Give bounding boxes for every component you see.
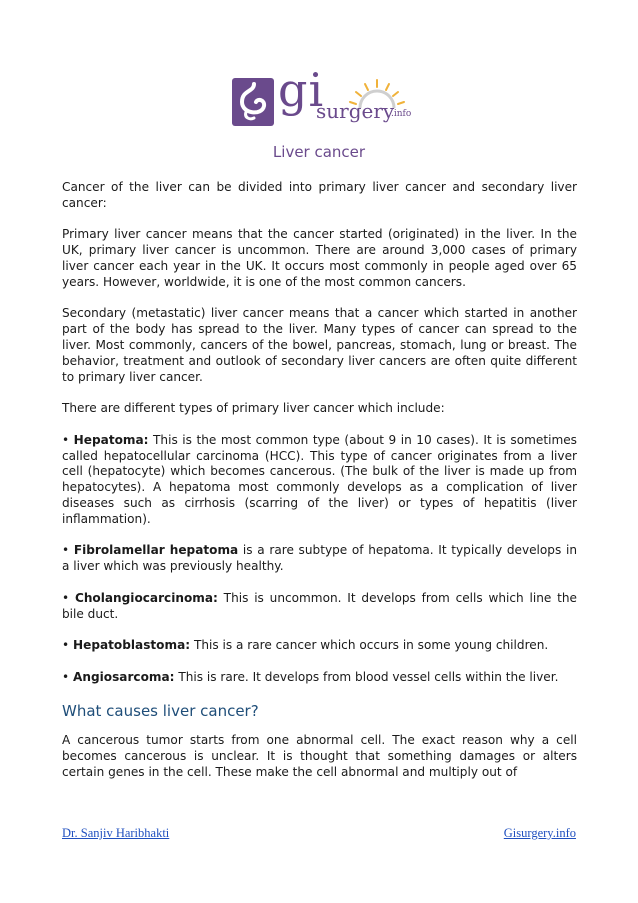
list-item-hepatoma — [62, 433, 577, 528]
paragraph-types-intro: There are different types of primary liver cancer which include: — [62, 401, 445, 416]
logo-info-text: .info — [391, 109, 412, 119]
bullet: • — [62, 638, 70, 653]
list-item-cholangiocarcinoma — [62, 591, 577, 623]
stomach-logo-icon — [232, 78, 274, 126]
footer-author-link[interactable]: Dr. Sanjiv Haribhakti — [62, 826, 170, 840]
description: is a rare subtype of hepatoma. It typically develops in a liver which was previously healthy. — [62, 543, 577, 574]
term-hepatoblastoma: Hepatoblastoma: — [73, 638, 191, 653]
list-item-fibrolamellar — [62, 543, 577, 575]
page-title: Liver cancer — [272, 143, 366, 161]
bullet: • — [62, 543, 70, 558]
logo-gi-text: gi — [278, 63, 325, 117]
term-fibrolamellar: Fibrolamellar hepatoma — [73, 543, 239, 558]
bullet: • — [62, 432, 70, 447]
paragraph-causes: A cancerous tumor starts from one abnormal cell. The exact reason why a cell becomes cancerous is unclear. It is thought that something damages or alters certain genes in the cell. These make the cell abnormal and multiply out of — [62, 733, 577, 779]
description: This is the most common type (about 9 in 10 cases). It is sometimes called hepatocellular carcinoma (HCC). This type of cancer originates from a liver cell (hepatocyte) which becomes cancerous. (The bulk of the liver is made up from hepatocytes). A hepatoma most commonly develops as a complication of liver diseases such as cirrhosis (scarring of the liver) or types of hepatitis (liver inflammation). — [62, 432, 577, 526]
document-body — [62, 180, 577, 796]
term-angiosarcoma: Angiosarcoma: — [73, 669, 175, 684]
bullet: • — [62, 590, 70, 605]
logo-surgery-text: surgery — [316, 99, 395, 123]
list-item-angiosarcoma — [62, 670, 577, 686]
list-item-hepatoblastoma — [62, 638, 577, 654]
description: This is rare. It develops from blood vessel cells within the liver. — [174, 669, 559, 684]
footer-site-link[interactable]: Gisurgery.info — [503, 826, 576, 840]
term-cholangiocarcinoma: Cholangiocarcinoma: — [74, 590, 218, 605]
bullet: • — [62, 669, 70, 684]
gisurgery-logo — [228, 63, 413, 130]
description: This is uncommon. It develops from cells which line the bile duct. — [62, 590, 577, 621]
term-hepatoma: Hepatoma: — [73, 432, 149, 447]
section-heading-causes: What causes liver cancer? — [62, 702, 259, 721]
paragraph-primary: Primary liver cancer means that the cancer started (originated) in the liver. In the UK, primary liver cancer is uncommon. There are around 3,000 cases of primary liver cancer each year in the UK. It occurs most commonly in people aged over 65 years. However, worldwide, it is one of the most common cancers. — [62, 227, 577, 289]
description: This is a rare cancer which occurs in some young children. — [190, 638, 549, 653]
paragraph-intro: Cancer of the liver can be divided into primary liver cancer and secondary liver cancer: — [62, 180, 577, 210]
paragraph-secondary: Secondary (metastatic) liver cancer means that a cancer which started in another part of the body has spread to the liver. Many types of cancer can spread to the liver. Most commonly, cancers of the bowel, pancreas, stomach, lung or breast. The behavior, treatment and outlook of secondary liver cancers are often quite different to primary liver cancer. — [62, 306, 577, 384]
